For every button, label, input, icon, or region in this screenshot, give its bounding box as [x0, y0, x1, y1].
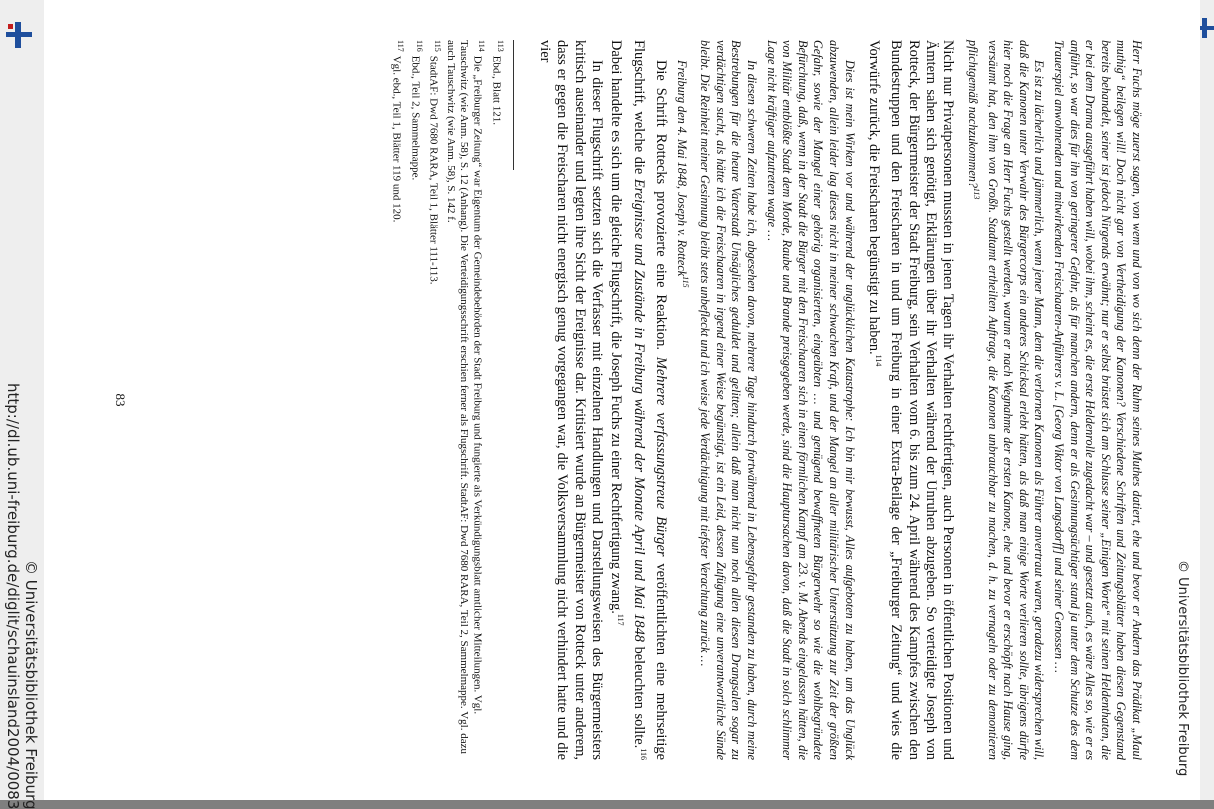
body-paragraph: Nicht nur Privatpersonen mussten in jenen Tagen ihr Verhalten rechtfertigen, auch Personen in öffentlichen Positionen und Ämtern sahen sich genötigt, Erklärungen über ihr Verhalten während der Unruhen abzugeben. So verteidigte Joseph von Rotteck, der Bürgermeister der Stadt Freiburg, sein Verhalten vom 6. bis zum 24. April während des Kampfes zwischen den Bundestruppen und den Freischaren in und um Freiburg in einer Extra-Beilage der „Freiburger Zeitung“ und wies die Vorwürfe zurück, die Freischaren begünstigt zu haben.$^{114}$ — [865, 40, 957, 760]
footnote-ref[interactable]: 114 — [873, 354, 883, 367]
footnote: $^{116}$Ebd., Teil 2, Sammelmappe. — [408, 40, 424, 181]
quote-paragraph: In diesen schweren Zeiten habe ich, abgesehen davon, mehrere Tage hindurch fortwährend in Lebensgefahr gestanden zu haben, durch meine Bestrebungen für die theure Vaterstadt Unsägliches geduldet und gelitten; allein daß man nicht nun noch allen diesen Drangsalen sogar zu verdächtigen sucht, als hätte ich die Freischaaren in irgend einer Weise begünstigt, ist ein Leid, dessen Zufügung eine unverantwortliche Sünde bleibt. Die Reinheit meiner Gesinnung bleibt stets unbefleckt und ich weise jede Verdächtigung mit tiefster Verachtung zurück … — [698, 40, 760, 760]
quote-paragraph: Herr Fuchs möge zuerst sagen, von wem und von wo sich denn der Ruhm seines Muthes datiert, ehe und bevor er Andern das Prädikat „Maul muthig“ beilegen will! Doch nicht gar von Vertheidigung der Kanonen? Verschiedene Schriften und Zeitungsblätter haben diesen Gegenstand bereits behandelt, seiner ist jedoch Nirgends erwähnt; nur er selbst brüstet sich am Schlusse seiner „Einigen Worte“ mit seinen Heldenthaten, die er bei dem Drama ausgeführt haben will, wobei ihm, scheint es, die erste Heldenrolle zugedacht war – und gesetzt auch, es wäre Alles so, wie er es anführt, so war dies für ihn von geringerer Gefahr, als für manchen andern, denn er als Gesinnungsüchtiger stand ja unter dem Schutze des dem Trauerspiel anwohnenden und mitwirkenden Freischaaren-Anführers v. L. [Georg Viktor von Langsdorff] und seiner Genossen … — [1052, 40, 1144, 760]
quote-signature: Freiburg den 4. Mai 1848, Joseph v. Rotteck$^{115}$ — [674, 60, 690, 288]
library-logo-icon — [6, 22, 32, 48]
quote-paragraph: Dies ist mein Wirken vor und während der unglücklichen Katastrophe: Ich bin mir bewusst, Alles aufgeboten zu haben, um das Unglück abzuwenden, allein leider lag dieses nicht in meiner schwachen Kraft, und der Mangel an aller militärischer Unterstützung zur Zeit der größten Gefahr, sowie der Mangel einer gehörig organisierten, eingeübten … und genügend bewaffneten Bürgerwehr so wie die wohlbegründete Befürchtung, daß, wenn in der Stadt die Bürger mit den Freischaaren sich in einen förmlichen Kampf am 23. v. M. Abends eingelassen hätten, die von Militär entblößte Stadt dem Morde, Raube und Brande preisgegeben werde, sind die Hauptursachen davon, daß die Stadt in solch schlimmer Lage nicht kräftiger aufzutreten wagte … — [764, 40, 857, 760]
footnote: $^{113}$Ebd., Blatt 121. — [489, 40, 505, 126]
right-margin — [1200, 0, 1214, 800]
footnote-ref[interactable]: 117 — [616, 613, 626, 626]
document-page — [44, 0, 1200, 800]
quote-paragraph: Es ist zu lächerlich und jämmerlich, wenn jener Mann, dem die verlornen Kanonen als Führer anvertraut waren, geradezu widersprechen will, daß die Kanonen unter Verwahr des Bürgercorps ein anderes Schicksal erlebt hätten, als daß man einige Worte verlieren sollte, übrigens dürfte hier noch die Frage an Herr Fuchs gestellt werden, warum er nach Wegnahme der ersten Kanone, ehe und bevor er erschöpft nach Hause ging, versäumt hat, den ihm von Großh. Stadtamt ertheilten Auftrage, die Kanonen unbrauchbar zu machen, d. h. zu vernageln oder zu demontieren pflichtgemäß nachzukommen?$^{113}$ — [966, 40, 1047, 760]
footnote-ref[interactable]: 116 — [638, 748, 648, 760]
footnote-ref[interactable]: 113 — [972, 187, 982, 200]
body-paragraph: In dieser Flugschrift setzten sich die Verfasser mit einzelnen Handlungen und Darstellungsweisen des Bürgermeisters kritisch auseinander und legten ihre Sicht der Ereignisse dar. Kritisiert wurde an Bürgermeister von Rotteck unter anderem, dass er gegen die Freischaren nicht energisch genug vorgegangen war, die Volksversammlung nicht verhindert hatte und die vier — [536, 40, 606, 760]
library-logo-icon-right — [1200, 18, 1214, 44]
footnote: $^{117}$Vgl. ebd., Teil 1, Blätter 119 und 120. — [390, 40, 406, 223]
footnote-divider — [513, 40, 514, 170]
footnote: $^{115}$StadtAF: Dwd 7680 RARA, Teil 1, Blätter 111-113. — [426, 40, 442, 285]
rotated-page-content — [82, 20, 1162, 780]
footnote: $^{114}$Die „Freiburger Zeitung“ war Eigentum der Gemeindebehörden der Stadt Freiburg und fungierte als Verkündigungsblatt amtlicher Mitteilungen. Vgl. Tauschwitz (wie Anm. 58), S. 12 (Anhang). Die Verteidigungsschrift erschien ferner als Flugschrift. StadtAF: Dwd 7680 RARA, Teil 2, Sammelmappe. Vgl. dazu auch Tauschwitz (wie Anm. 58), S. 142 f. — [445, 40, 487, 754]
page-number: 83 — [113, 393, 128, 407]
footnote-ref[interactable]: 115 — [680, 276, 690, 288]
body-paragraph: Die Schrift Rottecks provozierte eine Reaktion. Mehrere verfassungstreue Bürger veröffentlichten eine mehrseitige Flugschrift, welche die Ereignisse und Zustände in Freiburg während der Monate April und Mai 1848 beleuchten sollte.$^{116}$ Dabei handelte es sich um die gleiche Flugschrift, die Joseph Fuchs zu einer Rechtfertigung zwang.$^{117}$ — [608, 40, 669, 761]
